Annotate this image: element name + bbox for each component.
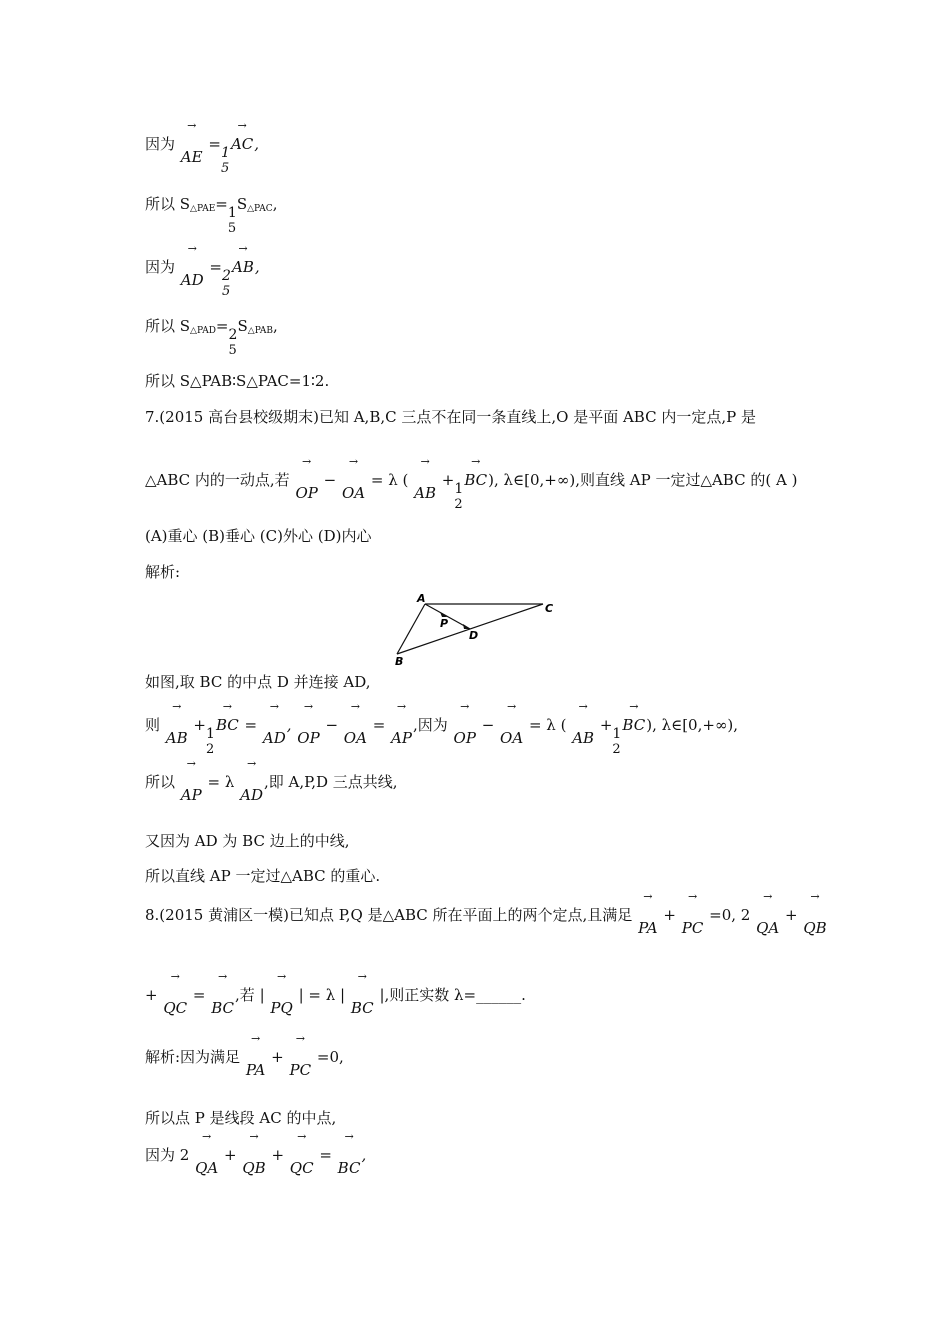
text-so-1: 所以 S bbox=[145, 195, 191, 213]
vector-qc: → QC bbox=[163, 970, 188, 1017]
q7-then-text-b: ,因为 bbox=[412, 716, 448, 734]
vector-ap: → AP bbox=[391, 700, 412, 747]
vector-pc: → PC bbox=[681, 890, 704, 937]
vector-bc: → BC bbox=[464, 455, 488, 489]
vector-ad-2: → AD bbox=[262, 700, 286, 747]
vector-bc-3: → BC bbox=[622, 700, 646, 734]
q8-last-text: 因为 2 bbox=[145, 1146, 190, 1164]
vector-qb-2: → QB bbox=[242, 1130, 266, 1177]
vector-bc-5: → BC bbox=[350, 970, 374, 1017]
text-because-2: 因为 bbox=[145, 258, 176, 276]
q7-so-text-b: ,即 A,P,D 三点共线, bbox=[264, 773, 398, 791]
label-b: B bbox=[395, 655, 404, 668]
vector-bc-2: → BC bbox=[216, 700, 239, 734]
vector-ab-4: → AB bbox=[572, 700, 595, 747]
triangle-figure bbox=[385, 590, 565, 670]
vector-pa: → PA bbox=[638, 890, 658, 937]
vector-ab-3: → AB bbox=[165, 700, 188, 747]
q7-conclusion: 所以直线 AP 一定过△ABC 的重心. bbox=[145, 867, 381, 885]
vector-qa-2: → QA bbox=[195, 1130, 219, 1177]
q7-then-text-c: , λ∈[0,+∞), bbox=[652, 716, 739, 734]
q7-also: 又因为 AD 为 BC 边上的中线, bbox=[145, 832, 350, 850]
vector-pq: → PQ bbox=[270, 970, 293, 1017]
subscript-pad: △PAD bbox=[190, 326, 216, 336]
subscript-pae: △PAE bbox=[190, 204, 216, 214]
vector-ad-3: → AD bbox=[240, 757, 263, 804]
vector-ab-2: → AB bbox=[414, 455, 436, 502]
vector-oa-3: → OA bbox=[500, 700, 524, 747]
q7-line2: △ABC 内的一动点,若 → OP − → OA = λ ( → AB + 1 2 → BC), λ∈[0,+∞),则直线 AP 一定过△ABC 的( A ) bbox=[145, 455, 798, 512]
vector-oa: → OA bbox=[341, 455, 366, 502]
subscript-pac: △PAC bbox=[247, 204, 273, 214]
label-c: C bbox=[545, 602, 554, 615]
line-ae-ac: 因为 → AE = 1 5 → AC, bbox=[145, 119, 260, 176]
text-eq-1: = bbox=[215, 195, 228, 213]
q7-so-text-a: 所以 bbox=[145, 773, 176, 791]
line-ad-ab: 因为 → AD = 2 5 → AB, bbox=[145, 242, 260, 299]
vector-qb: → QB bbox=[803, 890, 827, 937]
text-s-1: S bbox=[236, 195, 248, 213]
vector-oa-2: → OA bbox=[343, 700, 367, 747]
subscript-pab: △PAB bbox=[247, 326, 274, 336]
text-eq-2: = bbox=[215, 317, 229, 335]
q7-analysis-label: 解析: bbox=[145, 563, 181, 581]
vector-qa: → QA bbox=[756, 890, 780, 937]
q8-last-line: 因为 2 → QA + → QB + → QC = → BC, bbox=[145, 1130, 367, 1177]
q8-line1: 8.(2015 黄浦区一模)已知点 P,Q 是△ABC 所在平面上的两个定点,且满足 → PA + → PC =0, 2 → QA + → QB bbox=[145, 890, 827, 937]
q8-line2: + → QC = → BC,若 | → PQ | = λ | → BC |,则正实数 λ=______. bbox=[145, 970, 526, 1017]
q7-then-text-a: 则 bbox=[145, 716, 161, 734]
vector-ae: → AE bbox=[180, 119, 203, 166]
vector-bc-4: → BC bbox=[211, 970, 235, 1017]
q8-analysis: 解析:因为满足 → PA + → PC =0, bbox=[145, 1032, 344, 1079]
vector-op: → OP bbox=[295, 455, 318, 502]
label-d: D bbox=[469, 629, 479, 642]
q8-line1-text: 8.(2015 黄浦区一模)已知点 P,Q 是△ABC 所在平面上的两个定点,且满足 bbox=[145, 906, 633, 924]
q7-then-line: 则 → AB + 1 2 → BC = → AD, → OP − → OA = → AP,因为 → OP − → OA = λ ( → AB + 1 2 → BC), λ∈[0,+∞), bbox=[145, 700, 739, 757]
q8-line2-text-a: ,若 bbox=[235, 986, 255, 1004]
vector-ad: → AD bbox=[180, 242, 204, 289]
line-area-pad: 所以 $S_{\triangle PAD}=$ 2 5 $S_{\triangle PAB}$, bbox=[145, 317, 278, 358]
vector-ap-2: → AP bbox=[180, 757, 202, 804]
vector-pc-2: → PC bbox=[289, 1032, 312, 1079]
q7-line2-text-b: , λ∈[0,+∞),则直线 AP 一定过△ABC 的( A ) bbox=[493, 471, 798, 489]
side-ab bbox=[397, 604, 425, 654]
vector-op-3: → OP bbox=[453, 700, 476, 747]
q7-options: (A)重心 (B)垂心 (C)外心 (D)内心 bbox=[145, 527, 372, 545]
label-p: P bbox=[440, 617, 449, 630]
vector-bc-6: → BC bbox=[337, 1130, 361, 1177]
vector-ab: → AB bbox=[232, 242, 254, 276]
q8-midpoint: 所以点 P 是线段 AC 的中点, bbox=[145, 1109, 337, 1127]
vector-ac: → AC bbox=[230, 119, 254, 153]
q8-analysis-text: 解析:因为满足 bbox=[145, 1048, 241, 1066]
text-because-1: 因为 bbox=[145, 135, 176, 153]
text-so-2: 所以 S bbox=[145, 317, 191, 335]
line-ratio: 所以 S△PAB∶S△PAC=1∶2. bbox=[145, 372, 330, 390]
q8-line2-text-b: ,则正实数 λ=______. bbox=[384, 986, 526, 1004]
vector-pa-2: → PA bbox=[245, 1032, 266, 1079]
q7-line2-text-a: △ABC 内的一动点,若 bbox=[145, 471, 290, 489]
label-a: A bbox=[417, 592, 426, 605]
q7-line1: 7.(2015 高台县校级期末)已知 A,B,C 三点不在同一条直线上,O 是平面 ABC 内一定点,P 是 bbox=[145, 408, 756, 426]
text-s-2: S bbox=[237, 317, 248, 335]
q7-fig-note: 如图,取 BC 的中点 D 并连接 AD, bbox=[145, 673, 371, 691]
q7-so-line: 所以 → AP = λ → AD,即 A,P,D 三点共线, bbox=[145, 757, 398, 804]
vector-qc-2: → QC bbox=[289, 1130, 314, 1177]
vector-op-2: → OP bbox=[297, 700, 320, 747]
line-area-pae: 所以 $S_{\triangle PAE}=$ 1 5 $S_{\triangle PAC}$, bbox=[145, 195, 278, 236]
